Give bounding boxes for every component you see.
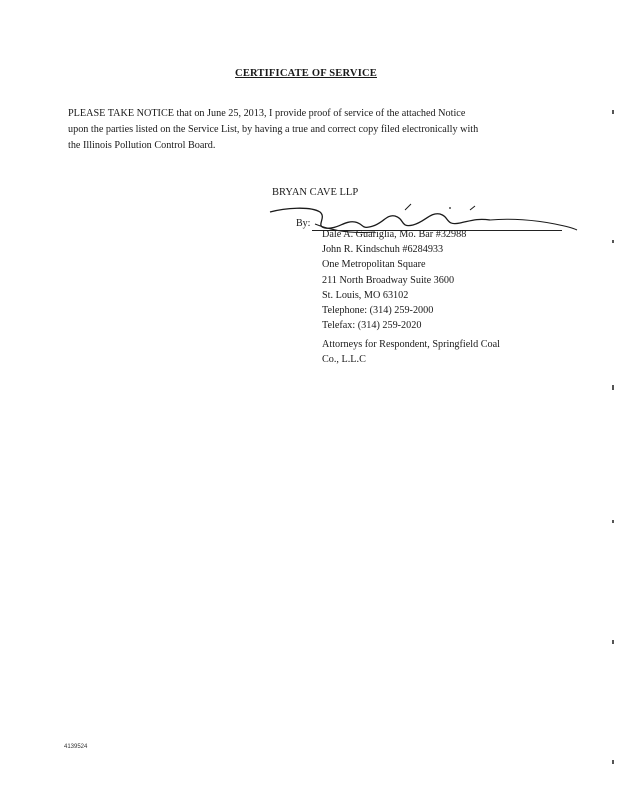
- notice-line: the Illinois Pollution Control Board.: [68, 140, 216, 151]
- firm-name: BRYAN CAVE LLP: [272, 187, 359, 198]
- scan-edge-mark: [612, 240, 614, 243]
- by-label: By:: [296, 218, 311, 229]
- signer-block: [322, 227, 466, 333]
- signer-line: John R. Kindschuh #6284933: [322, 244, 444, 256]
- notice-paragraph: [68, 106, 538, 154]
- attorneys-line: Co., L.L.C: [322, 354, 366, 366]
- attorneys-line: Attorneys for Respondent, Springfield Coal: [322, 339, 500, 350]
- signer-line: Dale A. Guariglia, Mo. Bar #32988: [322, 229, 467, 240]
- attorneys-for: [322, 337, 552, 367]
- signer-line: St. Louis, MO 63102: [322, 289, 409, 301]
- scan-edge-mark: [612, 385, 614, 390]
- scan-edge-mark: [612, 640, 614, 644]
- signer-line: One Metropolitan Square: [322, 259, 426, 271]
- scan-edge-mark: [612, 760, 614, 764]
- notice-line: PLEASE TAKE NOTICE that on June 25, 2013, I provide proof of service of the attached Notice: [68, 108, 466, 119]
- scan-edge-mark: [612, 520, 614, 523]
- scan-edge-mark: [612, 110, 614, 114]
- signer-line: 211 North Broadway Suite 3600: [322, 274, 455, 286]
- document-title: CERTIFICATE OF SERVICE: [235, 68, 377, 79]
- notice-line: upon the parties listed on the Service List, by having a true and correct copy filed electronically with: [68, 124, 479, 135]
- signer-line: Telefax: (314) 259-2020: [322, 320, 422, 332]
- document-id: 4139524: [64, 744, 88, 750]
- signer-line: Telephone: (314) 259-2000: [322, 305, 434, 317]
